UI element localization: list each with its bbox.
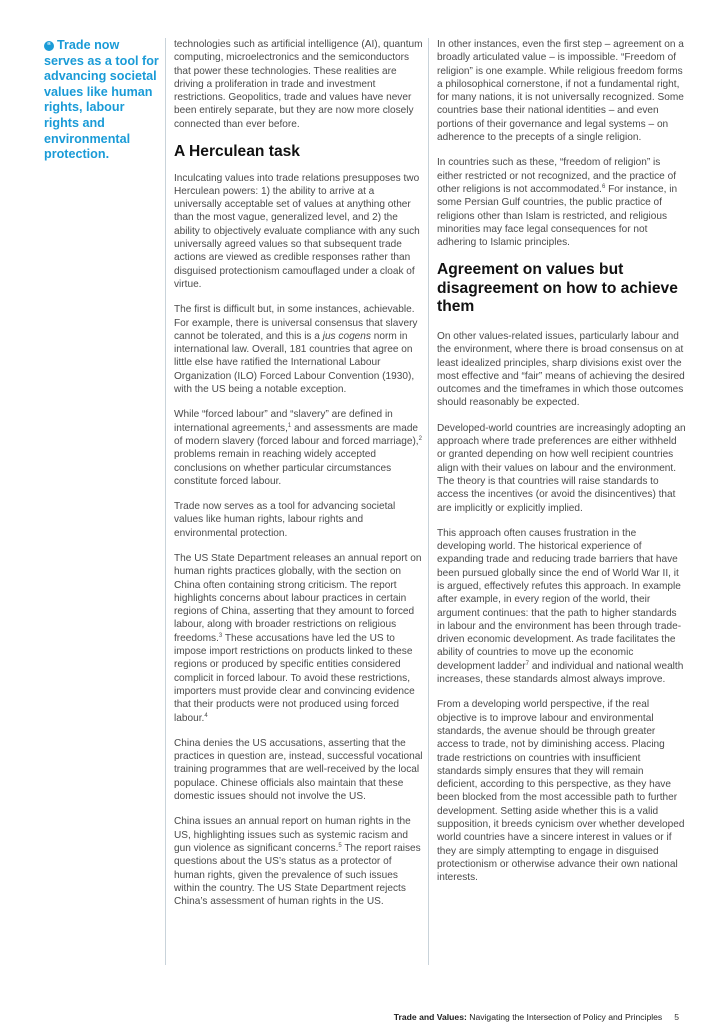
footnote-ref: 4	[204, 712, 208, 719]
paragraph: In countries such as these, “freedom of religion” is either restricted or not recognized, and the practice of other religions is not accommodated.$^6$ For instance, in some Persian Gulf countries, the public practice of religions other than Islam is restricted, and religious minorities may face legal consequences for not adhering to Islamic principles.	[437, 157, 678, 249]
footnote-ref: 7	[525, 660, 530, 667]
pull-quote-text: Trade now serves as a tool for advancing societal values like human rights, labour rights and environmental protection.	[44, 38, 159, 162]
italic-term: jus cogens	[322, 330, 371, 342]
paragraph: The US State Department releases an annual report on human rights practices globally, with the section on China often containing strong criticism. The report highlights concerns about labour practices in certain regions of China, asserting that they amount to forced labour, along with broader restrictions on religious freedoms.$^3$ These accusations have led the US to impose import restrictions on products linked to these regions or produced by specific entities considered complicit in forced labour. To avoid these restrictions, importers must provide clear and convincing evidence that their products were not produced using forced labour.$^4$	[174, 553, 422, 724]
footnote-ref: 1	[287, 422, 292, 429]
paragraph: While “forced labour” and “slavery” are defined in international agreements,$^1$ and assessments are made of modern slavery (forced labour and forced marriage),$^2$ problems remain in reaching widely accepted conclusions on whether particular circumstances constitute forced labour.	[174, 409, 422, 487]
paragraph: This approach often causes frustration in the developing world. The historical experience of expanding trade and reducing trade barriers that have been pursued globally since the end of World War II, it is argued, effectively refutes this approach. In example after example, in every region of the world, their argument continues: that the path to higher standards in labour and the environment has been through trade-driven economic development. As trade facilitates the ability of countries to move up the economic development ladder$^7$ and individual and national wealth increases, these standards almost always improve.	[437, 527, 684, 686]
paragraph: technologies such as artificial intelligence (AI), quantum computing, microelectronics and the semiconductors that power these technologies. These realities are driving a proliferation in trade and investment restrictions. Geopolitics, trade and values have never been entirely separate, but they are now more closely connected than ever before.	[174, 39, 423, 130]
paragraph: Inculcating values into trade relations presupposes two Herculean powers: 1) the ability to arrive at a universally acceptable set of values at anything other than the most vague, generalized level, and 2) the ability to objectively evaluate compliance with any such universally agreed values so that subsequent trade actions are viewed as credible responses rather than disguised protectionism camouflaged under a cloak of virtue.	[174, 172, 420, 290]
paragraph: In other instances, even the first step – agreement on a broadly articulated value – is impossible. “Freedom of religion” is one example. While religious freedom forms a philosophical cornerstone, if not a fundamental right, for many nations, it is not universally recognized. Some countries base their national identities – and even portions of their governance and legal systems – on adherence to the precepts of a single religion.	[437, 39, 684, 144]
footnote-ref: 6	[601, 183, 606, 190]
footnote-ref: 3	[218, 632, 223, 639]
page-footer	[394, 1011, 679, 1023]
paragraph: From a developing world perspective, if the real objective is to improve labour and environmental standards, the avenue should be through greater access to trade, not by diminishing access. Placing trade restrictions on countries with insufficient standards simply ensures that they will remain deficient, according to this perspective, as they have been blocked from the most accessible path to further development. Setting aside whether this is a valid supposition, it breeds cynicism over whether developed world countries have a sincere interest in values or if they are simply attempting to engage in disguised protectionism or otherwise advance their own national interests.	[437, 699, 685, 884]
footnote-ref: 5	[338, 842, 342, 849]
paragraph: China denies the US accusations, asserting that the practices in question are, instead, successful vocational training programmes that are well-received by the local populace. Chinese officials also maintain that these domestic issues should not involve the US.	[174, 737, 423, 803]
paragraph: China issues an annual report on human rights in the US, highlighting issues such as systemic racism and gun violence as significant concerns.$^5$ The report raises questions about the US’s status as a protector of human rights, given the prevalence of such issues within the country. The US State Department rejects China’s assessment of human rights in the US.	[174, 816, 421, 908]
middle-column	[165, 38, 423, 965]
section-heading-agreement-on-values: Agreement on values but disagreement on how to achieve them	[437, 261, 678, 316]
paragraph: On other values-related issues, particularly labour and the environment, where there is broad consensus on at least idealized principles, sharp divisions exist over the most effective and “fair” means of achieving the desired outcomes and the timeframes in which those outcomes should reasonably be expected.	[437, 330, 685, 409]
section-heading-herculean-task: A Herculean task	[174, 143, 300, 161]
page-number: 5	[674, 1012, 679, 1022]
paragraph: The first is difficult but, in some instances, achievable. For example, there is universal consensus that slavery cannot be tolerated, and this is a jus cogens norm in international law. Overall, 181 countries that agree on little else have ratified the International Labour Organization (ILO) Forced Labour Convention (1930), with the US being a notable exception.	[174, 304, 418, 396]
paragraph: Trade now serves as a tool for advancing societal values like human rights, labour rights and environmental protection.	[174, 501, 396, 539]
footer-doc-title: Trade and Values: Navigating the Intersection of Policy and Principles	[393, 1012, 663, 1022]
quote-icon: “	[44, 41, 54, 51]
footnote-ref: 2	[418, 435, 422, 442]
pull-quote	[44, 38, 160, 163]
right-column	[428, 38, 686, 965]
paragraph: Developed-world countries are increasingly adopting an approach where trade preferences are either withheld or granted depending on how well recipient countries align with their values on labour and the environment. The theory is that countries will raise standards to access the incentives (or avoid the disincentives) that are implicitly or explicitly implied.	[437, 422, 686, 514]
